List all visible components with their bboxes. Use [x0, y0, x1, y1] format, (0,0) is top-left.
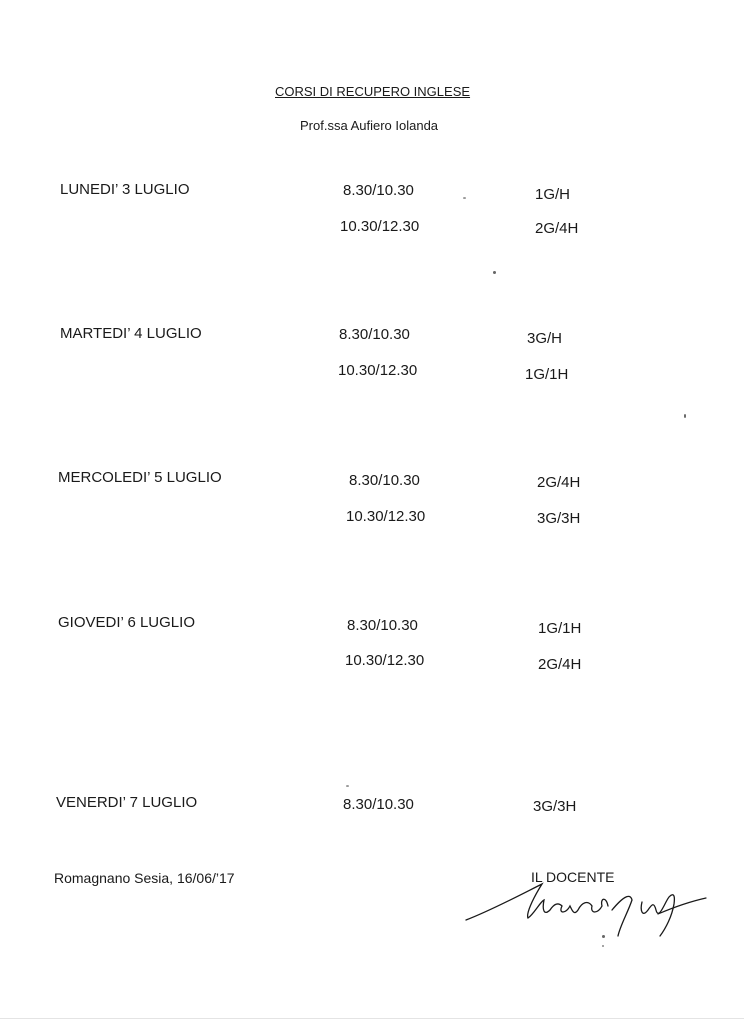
scan-speck — [493, 271, 496, 274]
session-time: 8.30/10.30 — [343, 796, 414, 813]
session-classes: 2G/4H — [538, 656, 582, 673]
day-label: GIOVEDI’ 6 LUGLIO — [58, 614, 195, 631]
scan-speck — [602, 945, 604, 947]
session-time: 10.30/12.30 — [345, 652, 425, 669]
session-time: 10.30/12.30 — [346, 508, 426, 525]
session-classes: 3G/3H — [533, 798, 577, 815]
session-time: 8.30/10.30 — [343, 182, 414, 199]
document-title: CORSI DI RECUPERO INGLESE — [275, 84, 471, 99]
scan-speck — [346, 785, 349, 787]
session-classes: 1G/H — [535, 186, 571, 203]
teacher-name: Prof.ssa Aufiero Iolanda — [300, 118, 439, 133]
place-date: Romagnano Sesia, 16/06/’17 — [54, 870, 235, 886]
session-classes: 2G/4H — [537, 474, 581, 491]
day-label: MERCOLEDI’ 5 LUGLIO — [58, 469, 222, 486]
session-time: 8.30/10.30 — [347, 617, 418, 634]
handwritten-signature — [462, 880, 712, 940]
signatory-title: IL DOCENTE — [531, 869, 615, 885]
session-classes: 1G/1H — [525, 366, 569, 383]
scan-speck — [684, 414, 686, 418]
session-time: 8.30/10.30 — [349, 472, 420, 489]
session-time: 8.30/10.30 — [339, 326, 410, 343]
day-label: LUNEDI’ 3 LUGLIO — [60, 181, 190, 198]
session-classes: 3G/3H — [537, 510, 581, 527]
scan-speck — [602, 935, 605, 938]
day-label: VENERDI’ 7 LUGLIO — [56, 794, 198, 811]
session-classes: 1G/1H — [538, 620, 582, 637]
day-label: MARTEDI’ 4 LUGLIO — [60, 325, 202, 342]
session-time: 10.30/12.30 — [338, 362, 418, 379]
scan-edge-line — [0, 1018, 744, 1019]
session-classes: 3G/H — [527, 330, 563, 347]
scan-speck — [463, 197, 466, 199]
session-classes: 2G/4H — [535, 220, 579, 237]
session-time: 10.30/12.30 — [340, 218, 420, 235]
